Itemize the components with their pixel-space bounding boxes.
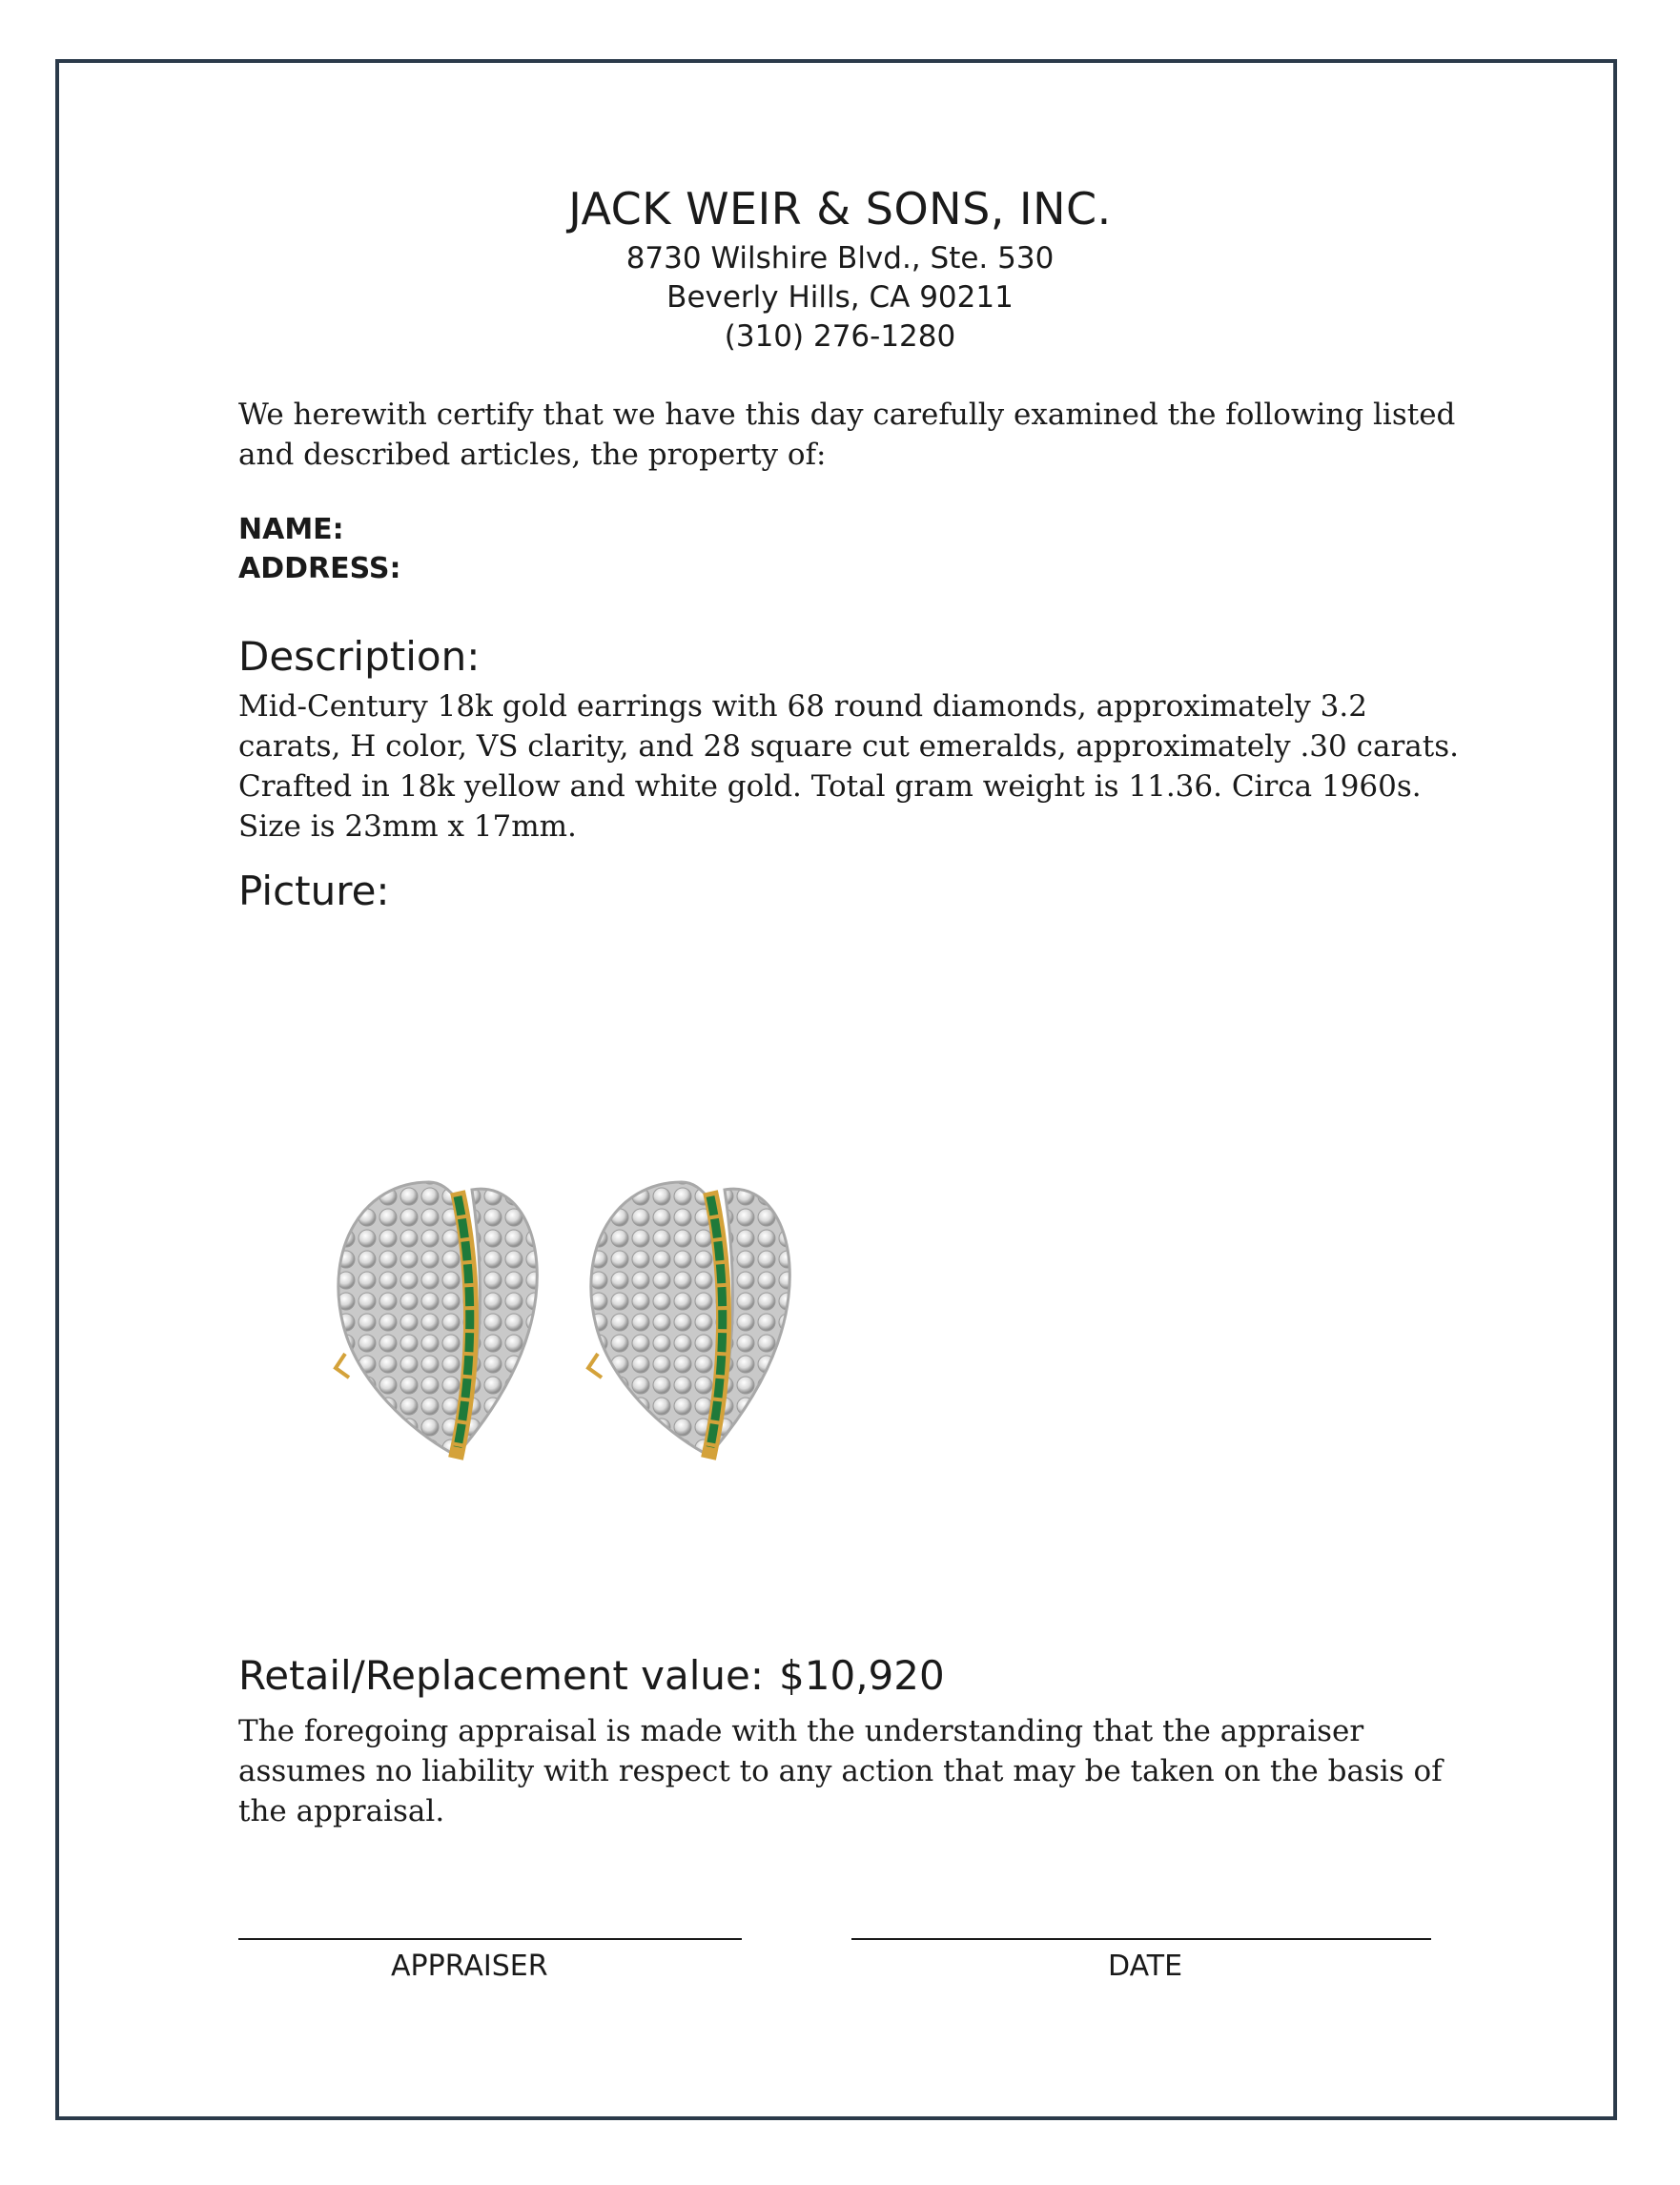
date-signature-line — [851, 1938, 1431, 1940]
company-address-line1: 8730 Wilshire Blvd., Ste. 530 — [625, 241, 1055, 276]
earrings-photo — [315, 1144, 849, 1506]
company-address-line2: Beverly Hills, CA 90211 — [666, 280, 1014, 315]
replacement-value-label: Retail/Replacement value: — [238, 1652, 765, 1699]
picture-heading: Picture: — [238, 868, 390, 914]
description-heading: Description: — [238, 633, 481, 680]
owner-address-label: ADDRESS: — [238, 552, 401, 585]
left-earring — [336, 1182, 537, 1459]
appraiser-label: APPRAISER — [391, 1950, 548, 1983]
company-phone: (310) 276-1280 — [724, 319, 956, 354]
owner-name-label: NAME: — [238, 513, 344, 546]
certification-intro: We herewith certify that we have this day carefully examined the following listed and described articles, the property of: — [238, 398, 1456, 472]
right-earring — [588, 1182, 789, 1459]
appraiser-signature-line — [238, 1938, 742, 1940]
replacement-value — [238, 1652, 945, 1699]
disclaimer-text: The foregoing appraisal is made with the understanding that the appraiser assumes no liability with respect to any action that may be taken on the basis of the appraisal. — [238, 1714, 1443, 1828]
company-name: JACK WEIR & SONS, INC. — [568, 183, 1112, 235]
description-text: Mid-Century 18k gold earrings with 68 round diamonds, approximately 3.2 carats, H color, VS clarity, and 28 square cut emeralds, approximately .30 carats. Crafted in 18k yellow and white gold. Total gram weight is 11.36. Circa 1960s. Size is 23mm x 17mm. — [238, 689, 1459, 844]
replacement-value-amount: $10,920 — [779, 1652, 945, 1699]
date-label: DATE — [1108, 1950, 1183, 1983]
